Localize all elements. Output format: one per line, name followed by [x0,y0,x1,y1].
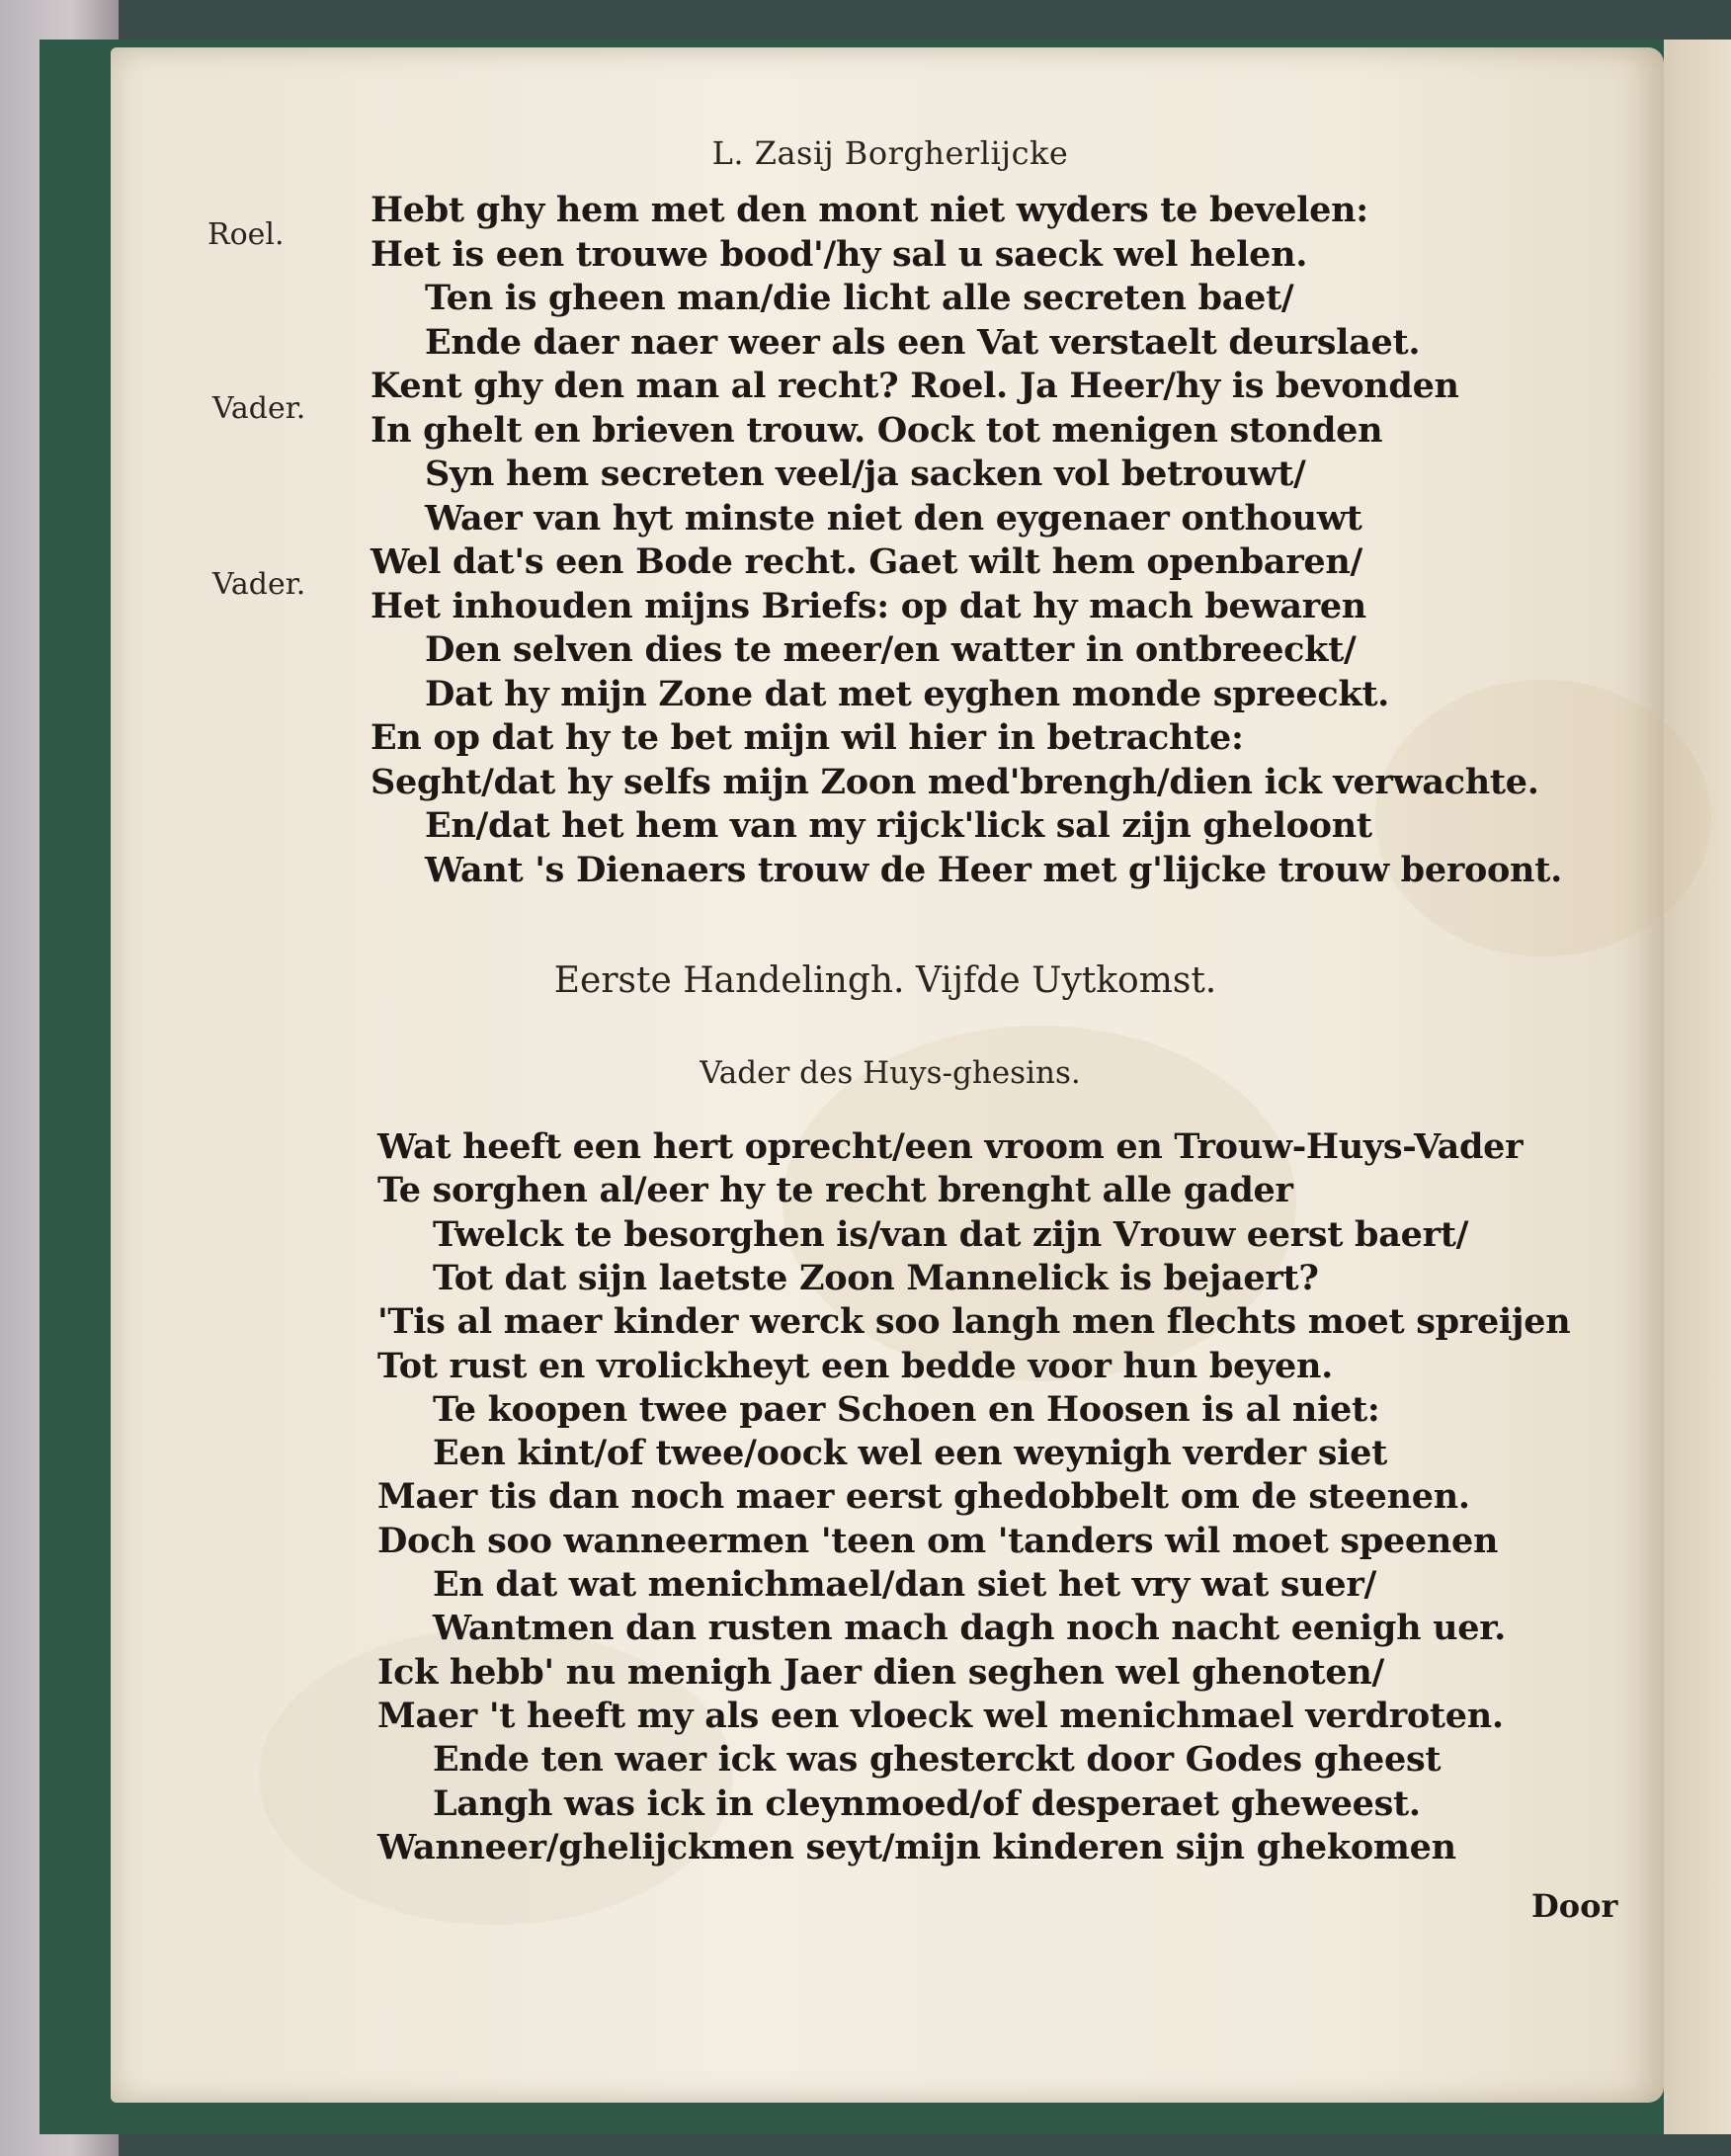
verse-line: Te sorghen al/eer hy te recht brenght alle gader [377,1170,1293,1211]
verse-line: Wat heeft een hert oprecht/een vroom en Trouw-Huys-Vader [377,1126,1524,1167]
verse-line: Tot dat sijn laetste Zoon Mannelick is bejaert? [433,1257,1319,1298]
speaker-label: Vader. [212,567,306,602]
verse-line: Tot rust en vrolickheyt een bedde voor hun beyen. [377,1345,1334,1386]
verse-line: Seght/dat hy selfs mijn Zoon med'brengh/dien ick verwachte. [371,761,1539,802]
verse-line: Wanneer/ghelijckmen seyt/mijn kinderen sijn ghekomen [377,1826,1456,1867]
section-speaker: Vader des Huys-ghesins. [700,1055,1081,1091]
verse-line: Ende daer naer weer als een Vat verstaelt deurslaet. [425,321,1421,363]
verse-line: Ick hebb' nu menigh Jaer dien seghen wel ghenoten/ [377,1651,1385,1693]
verse-line: Dat hy mijn Zone dat met eyghen monde spreeckt. [425,673,1390,714]
verse-line: En op dat hy te bet mijn wil hier in betrachte: [371,717,1244,758]
verse-line: Waer van hyt minste niet den eygenaer onthouwt [425,497,1362,539]
verse-line: Langh was ick in cleynmoed/of desperaet gheweest. [433,1783,1421,1824]
section-title: Eerste Handelingh. Vijfde Uytkomst. [553,960,1217,1001]
catchword: Door [1531,1887,1618,1925]
verse-line: En dat wat menichmael/dan siet het vry wat suer/ [433,1564,1377,1605]
verse-line: Wantmen dan rusten mach dagh noch nacht eenigh uer. [433,1608,1507,1649]
verse-line: Ten is gheen man/die licht alle secreten baet/ [425,278,1294,318]
verse-line: Twelck te besorghen is/van dat zijn Vrouw eerst baert/ [433,1213,1469,1255]
verse-line: Het is een trouwe bood'/hy sal u saeck wel helen. [371,233,1308,275]
verse-line: 'Tis al maer kinder werck soo langh men flechts moet spreijen [377,1301,1571,1343]
verse-line: Een kint/of twee/oock wel een weynigh verder siet [433,1433,1387,1474]
page-stain [1375,680,1711,956]
verse-line: Want 's Dienaers trouw de Heer met g'lijcke trouw beroont. [425,849,1562,890]
verse-line: Den selven dies te meer/en watter in ontbreeckt/ [425,629,1357,670]
verse-line: Doch soo wanneermen 'teen om 'tanders wil moet speenen [377,1520,1499,1561]
verse-line: Maer tis dan noch maer eerst ghedobbelt om de steenen. [377,1476,1470,1518]
verse-line: Wel dat's een Bode recht. Gaet wilt hem openbaren/ [371,541,1362,582]
running-header: L. Zasij Borgherlijcke [711,134,1069,172]
verse-line: Te koopen twee paer Schoen en Hoosen is al niet: [433,1388,1380,1430]
verse-line: Hebt ghy hem met den mont niet wyders te bevelen: [371,190,1368,230]
verse-line: Het inhouden mijns Briefs: op dat hy mach bewaren [371,585,1366,626]
verse-line: Maer 't heeft my als een vloeck wel menichmael verdroten. [377,1695,1504,1736]
verse-line: Syn hem secreten veel/ja sacken vol betrouwt/ [425,454,1306,494]
verse-line: En/dat het hem van my rijck'lick sal zijn gheloont [425,805,1372,846]
verse-line: In ghelt en brieven trouw. Oock tot menigen stonden [371,409,1383,451]
verse-line: Ende ten waer ick was ghesterckt door Godes gheest [433,1739,1442,1781]
speaker-label: Vader. [212,391,306,426]
speaker-label: Roel. [207,217,285,252]
verse-line: Kent ghy den man al recht? Roel. Ja Heer/hy is bevonden [371,366,1459,406]
